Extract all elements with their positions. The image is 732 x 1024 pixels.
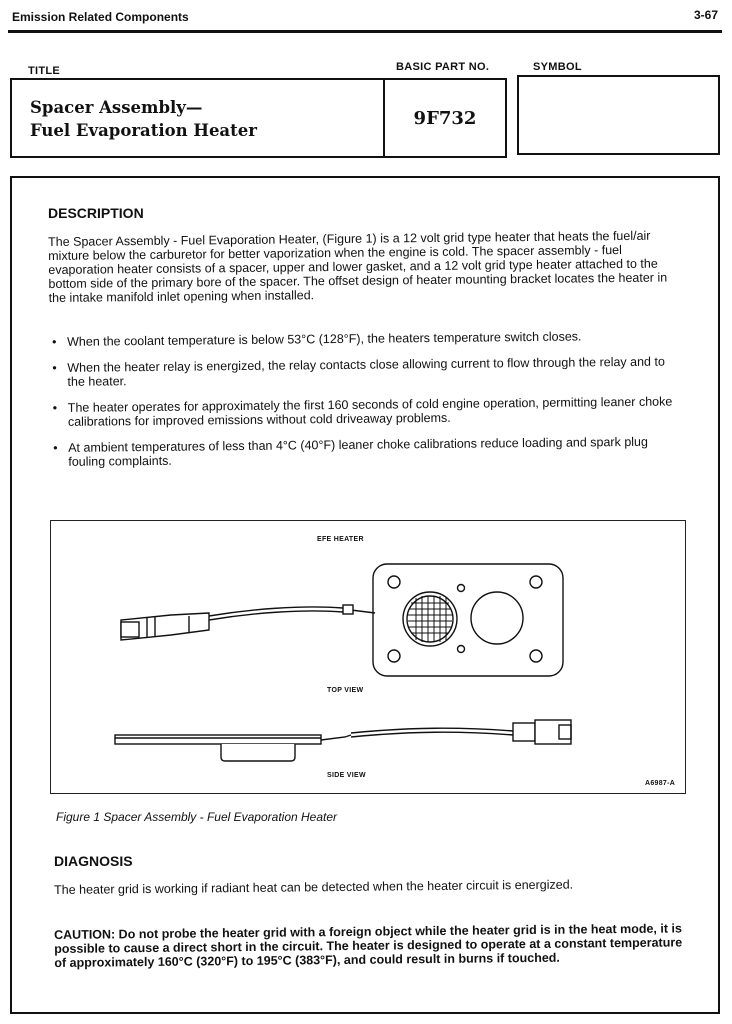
section-title: Emission Related Components (12, 10, 189, 24)
heater-body-side (221, 744, 295, 761)
symbol-label: SYMBOL (533, 61, 582, 73)
bullet-item: • The heater operates for approximately the first 160 seconds of cold engine operation, permitting leaner choke calibrations for improved emissions without cold driveaway problems. (53, 394, 677, 429)
figure-label-side-view: SIDE VIEW (327, 772, 366, 779)
figure-heater-illustration (50, 520, 686, 794)
diagnosis-heading: DIAGNOSIS (54, 853, 133, 869)
symbol-box (517, 75, 720, 155)
figure-label-efe-heater: EFE HEATER (317, 536, 364, 543)
mounting-hole (530, 576, 542, 588)
small-hole (458, 646, 465, 653)
mounting-hole (530, 650, 542, 662)
component-title (30, 96, 257, 142)
figure-code: A6987-A (645, 780, 676, 787)
description-heading: DESCRIPTION (48, 205, 144, 221)
component-title-line2: Fuel Evaporation Heater (30, 121, 257, 140)
basic-part-no-label: BASIC PART NO. (396, 61, 490, 73)
figure-label-top-view: TOP VIEW (327, 687, 364, 694)
bullet-item: • When the heater relay is energized, the relay contacts close allowing current to flow through the relay and to the heater. (52, 354, 676, 389)
figure-caption: Figure 1 Spacer Assembly - Fuel Evaporation Heater (56, 810, 338, 824)
page-number: 3-67 (693, 8, 718, 22)
component-title-line1: Spacer Assembly— (30, 98, 203, 117)
secondary-bore (471, 592, 523, 644)
header-rule (8, 30, 722, 33)
heater-grid-bore (403, 592, 457, 646)
description-paragraph: The Spacer Assembly - Fuel Evaporation Heater, (Figure 1) is a 12 volt grid type heater that heats the fuel/air mixture below the carburetor for better vaporization when the engine is cold. The spacer assembly - fuel evaporation heater consists of a spacer, upper and lower gasket, and a 12 volt grid type heater attached to the bottom side of the primary bore of the spacer. The offset design of heater mounting bracket locates the heater in the intake manifold inlet opening when installed. (48, 228, 668, 305)
description-bullets (52, 328, 677, 481)
bullet-item: • At ambient temperatures of less than 4°C (40°F) leaner choke calibrations reduce loading and spark plug fouling complaints. (53, 434, 677, 469)
small-hole (458, 585, 465, 592)
mounting-hole (388, 576, 400, 588)
title-box (10, 78, 507, 158)
heater-illustration (51, 521, 687, 795)
title-label: TITLE (28, 65, 61, 77)
spacer-side (115, 735, 321, 744)
bullet-item: • When the coolant temperature is below 53°C (128°F), the heaters temperature switch closes. (52, 328, 676, 349)
caution-text: CAUTION: Do not probe the heater grid with a foreign object while the heater grid is in the heat mode, it is possible to cause a direct short in the circuit. The heater is designed to operate at a constant temperature of approximately 160°C (320°F) to 195°C (383°F), and could result in burns if touched. (54, 921, 683, 970)
diagnosis-paragraph: The heater grid is working if radiant heat can be detected when the heater circuit is energized. (54, 877, 574, 897)
part-number: 9F732 (413, 107, 477, 129)
mounting-hole (388, 650, 400, 662)
spacer-plate (373, 564, 563, 676)
